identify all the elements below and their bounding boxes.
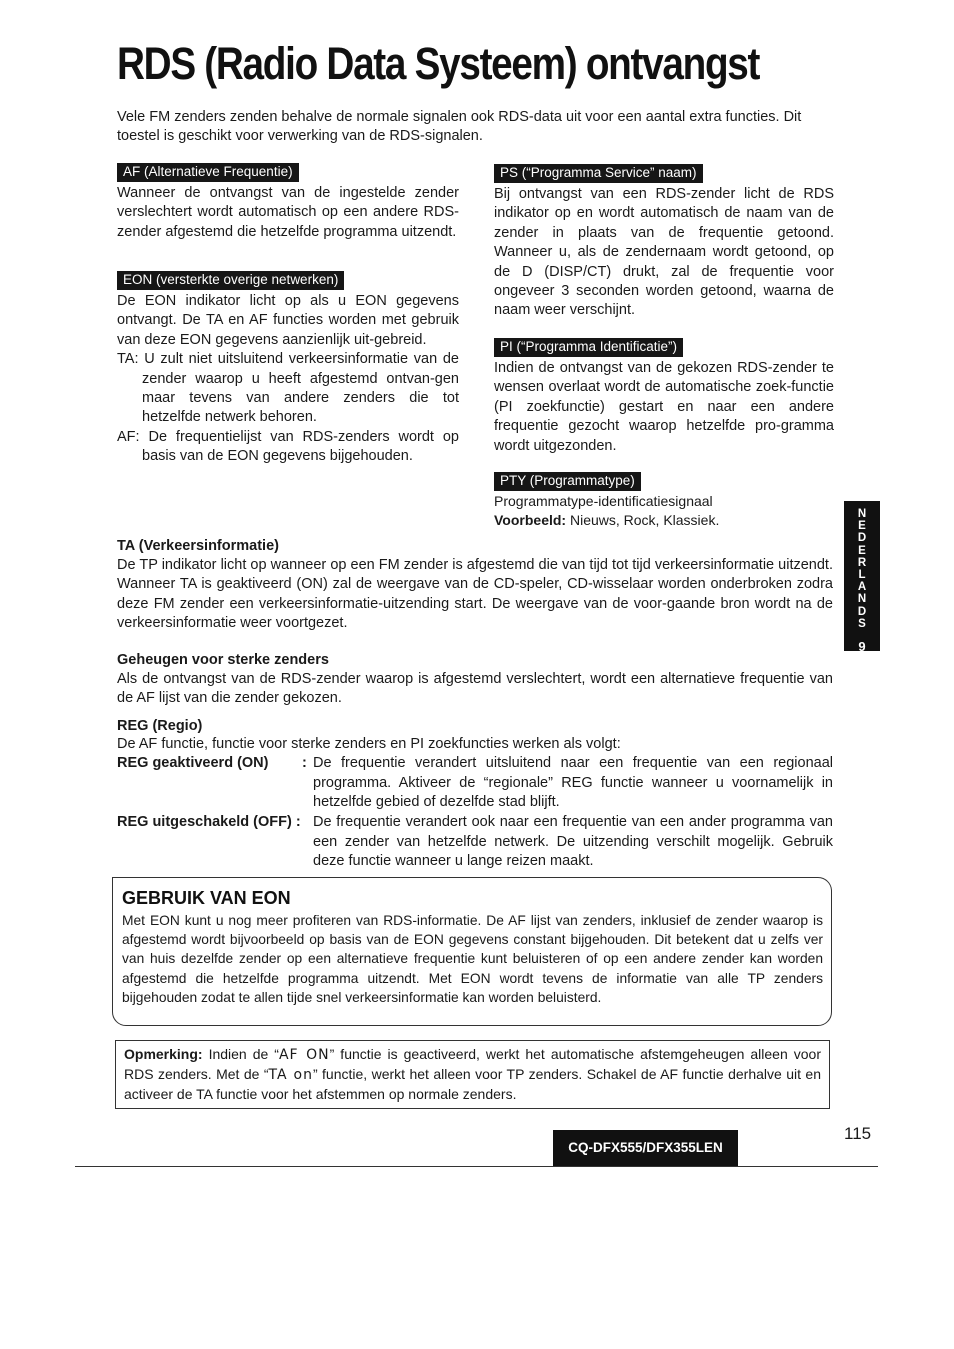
note-box <box>115 1040 830 1109</box>
reg-section <box>117 718 833 878</box>
eon-usage-text: Met EON kunt u nog meer profiteren van RDS-informatie. De AF lijst van zenders, inklusief de zender waarop is afgestemd wordt bijvoorbeeld op basis van de EON gegevens constant bijgehouden. Dit betekent dat u zelfs ver van huis dezelfde zender op een alternatieve frequentie kunt beluisteren of op een andere zender kan worden afgestemd die hetzelfde programma uitzendt. Met EON wordt tevens de informatie van alle TP zenders bijgehouden zodat te allen tijde snel verkeersinformatie kan worden beluisterd. <box>122 913 823 1005</box>
side-tab-letter: D <box>857 605 867 618</box>
note-part-2: ” functie is geactiveerd, werkt het automatische afstemgeheugen alleen voor RDS zenders. Met de “ <box>124 1046 821 1082</box>
reg-heading: REG (Regio) <box>117 718 203 734</box>
eon-usage-heading: GEBRUIK VAN EON <box>122 888 291 908</box>
pi-text: Indien de ontvangst van de gekozen RDS-zender te wensen overlaat wordt de automatische zoek-functie (PI zoekfunctie) gestart en naar een andere frequentie gezocht waarop hetzelfde pro-gramma wordt uitgezonden. <box>494 360 834 454</box>
reg-off-row <box>117 813 833 872</box>
reg-intro: De AF functie, functie voor sterke zenders en PI zoekfuncties werken als volgt: <box>117 736 621 752</box>
side-tab-letter: N <box>857 593 867 606</box>
side-tab-letters <box>844 501 880 630</box>
eon-text: De EON indikator licht op als u EON gegevens ontvangt. De TA en AF functies worden met gebruik van deze EON gegevens aanzienlijk uit-gebreid. <box>117 293 459 348</box>
ps-text: Bij ontvangst van een RDS-zender licht de RDS indikator op en wordt automatisch de naam van de zender in plaats van de frequentie getoond. Wanneer u, als de zendernaam wordt getoond, op de D (DISP/CT) drukt, zal de frequentie voor ongeveer 3 seconden worden getoond, waarna de naam weer verschijnt. <box>494 186 834 319</box>
side-tab-letter: A <box>857 581 867 594</box>
pty-section <box>494 472 834 531</box>
strong-text: Als de ontvangst van de RDS-zender waarop is afgestemd verslechtert, wordt een alternatieve frequentie van de AF lijst van die zender gekozen. <box>117 671 833 707</box>
side-tab-letter: R <box>857 556 867 569</box>
ps-section <box>494 164 834 321</box>
pty-heading: PTY (Programmatype) <box>494 472 641 491</box>
pty-example-value: Nieuws, Rock, Klassiek. <box>566 512 720 529</box>
pty-example <box>494 511 834 530</box>
model-label: CQ-DFX555/DFX355LEN <box>553 1130 738 1166</box>
note-label: Opmerking: <box>124 1046 203 1062</box>
intro-paragraph: Vele FM zenders zenden behalve de normale signalen ook RDS-data uit voor een aantal extra functies. Dit toestel is geschikt voor verwerking van de RDS-signalen. <box>117 109 802 145</box>
side-tab-letter: E <box>858 520 866 533</box>
reg-on-label: REG geaktiveerd (ON) <box>117 755 269 772</box>
strong-section <box>117 652 833 709</box>
eon-usage-box <box>112 877 832 1026</box>
af-heading: AF (Alternatieve Frequentie) <box>117 163 299 182</box>
note-af-on: AF ON <box>278 1047 330 1063</box>
pi-heading: PI (“Programma Identificatie”) <box>494 338 683 357</box>
note-part-3: ” functie, werkt het alleen voor TP zenders. Schakel de AF functie derhalve uit en activeer de TA functie voor het afstemmen op normale zenders. <box>124 1066 821 1102</box>
eon-heading: EON (versterkte overige netwerken) <box>117 271 344 290</box>
eon-ta-item: TA: U zult niet uitsluitend verkeersinformatie van de zender waarop u heeft afgestemd ontvan-gen maar tevens van andere zenders die tot hetzelfde netwerk behoren. <box>117 351 459 426</box>
reg-on-row <box>117 754 833 813</box>
reg-off-text: De frequentie verandert ook naar een frequentie van een ander programma van een zender van hetzelfde netwerk. De uitzending verschilt mogelijk. Gebruik deze functie wanneer u lange reizen maakt. <box>313 814 833 870</box>
side-tab-letter: D <box>857 532 867 545</box>
strong-heading: Geheugen voor sterke zenders <box>117 652 329 668</box>
ta-section <box>117 538 833 634</box>
pty-text: Programmatype-identificatiesignaal <box>494 493 713 509</box>
side-tab-letter: E <box>858 544 866 557</box>
language-side-tab <box>844 501 880 655</box>
side-tab-letter: L <box>858 569 866 582</box>
pi-section <box>494 338 834 456</box>
note-ta-on: TA on <box>268 1067 313 1083</box>
ps-heading: PS (“Programma Service” naam) <box>494 164 703 183</box>
af-section <box>117 163 459 242</box>
pty-example-label: Voorbeeld: <box>494 512 567 529</box>
reg-on-text: De frequentie verandert uitsluitend naar een frequentie van een regionaal programma. Aktiveer de “regionale” REG functie wanneer u voornamelijk in hetzelfde gebied of dezelfde stad blijft. <box>313 755 833 811</box>
eon-af-item: AF: De frequentielijst van RDS-zenders wordt op basis van de EON gegevens bijgehouden. <box>117 428 459 465</box>
reg-off-label: REG uitgeschakeld (OFF) : <box>117 814 301 831</box>
footer-rule <box>75 1166 878 1167</box>
page-title: RDS (Radio Data Systeem) ontvangst <box>117 38 760 89</box>
reg-on-sep: : <box>302 755 307 772</box>
side-tab-number: 9 <box>858 639 866 655</box>
side-tab-letter: S <box>858 617 866 630</box>
ta-text: De TP indikator licht op wanneer op een FM zender is afgestemd die van tijd tot tijd verkeersinformatie uitzendt. Wanneer TA is geaktiveerd (ON) zal de weergave van de CD-speler, CD-wisselaar worden onderbroken zodra deze FM zender een verkeersinformatie-uitzending start. De weergave van de voor-gaande bron wordt na de verkeersinformatie weer voortgezet. <box>117 557 833 632</box>
page-number: 115 <box>844 1124 872 1143</box>
af-text: Wanneer de ontvangst van de ingestelde zender verslechtert wordt automatisch op een andere RDS-zender afgestemd die hetzelfde programma uitzendt. <box>117 185 459 240</box>
note-text <box>124 1045 821 1104</box>
note-part-1: Indien de “ <box>202 1046 279 1062</box>
side-tab-letter: N <box>857 508 867 520</box>
eon-section <box>117 271 459 467</box>
ta-heading: TA (Verkeersinformatie) <box>117 538 279 554</box>
